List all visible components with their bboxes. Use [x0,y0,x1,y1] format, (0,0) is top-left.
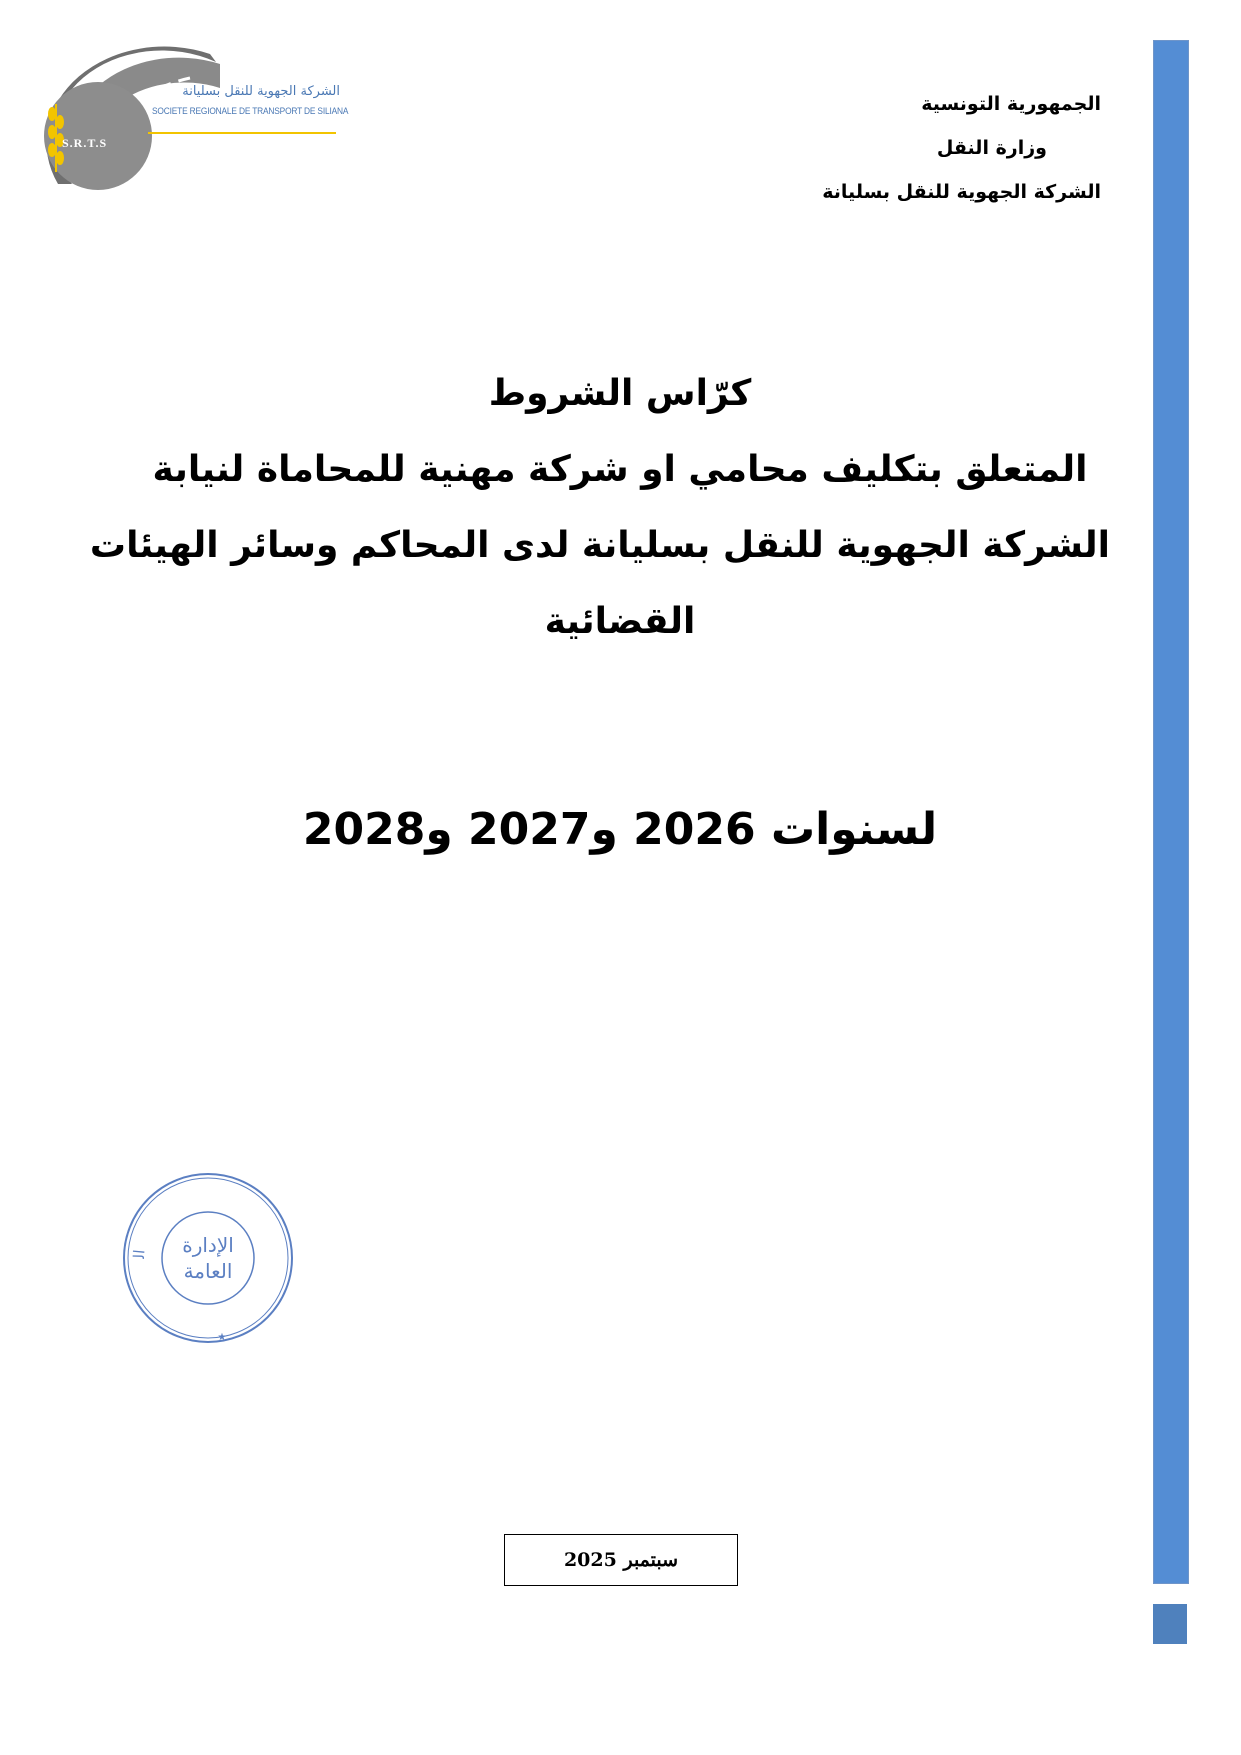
header-company: الشركة الجهوية للنقل بسليانة [822,181,1101,203]
document-date: سبتمبر 2025 [563,1549,679,1571]
logo-french-name: SOCIETE REGIONALE DE TRANSPORT DE SILIANA [152,106,349,117]
document-title [89,356,1110,660]
company-logo [40,44,350,194]
logo-arabic-name: الشركة الجهوية للنقل بسليانة [182,84,340,99]
side-accent-bar [1153,40,1189,1584]
stamp-seal-icon [118,1168,298,1348]
svg-text:الشركة الجهوية للنقل بسليانة [118,1168,148,1260]
stamp-center-line-2: العامة [183,1259,233,1283]
stamp-ring-text: ال [129,1248,149,1259]
header-ministry: وزارة النقل [936,137,1047,159]
title-line-3: الشركة الجهوية للنقل بسليانة لدى المحاكم وسائر الهيئات [89,525,1110,566]
road-logo-icon [40,44,350,194]
stamp-center-line-1: الإدارة [182,1233,234,1257]
star-icon: ★ [217,1332,227,1343]
logo-abbreviation: S.R.T.S [62,136,108,150]
title-line-1: كرّاس الشروط [488,373,752,414]
years-heading: لسنوات 2026 و2027 و2028 [302,804,938,855]
letterhead [761,82,1101,214]
header-republic: الجمهورية التونسية [921,93,1101,115]
official-stamp [118,1168,298,1348]
side-accent-square [1153,1604,1187,1644]
title-line-2: المتعلق بتكليف محامي او شركة مهنية للمحاماة لنيابة [152,449,1088,490]
date-box [504,1534,738,1586]
title-line-4: القضائية [544,601,696,642]
